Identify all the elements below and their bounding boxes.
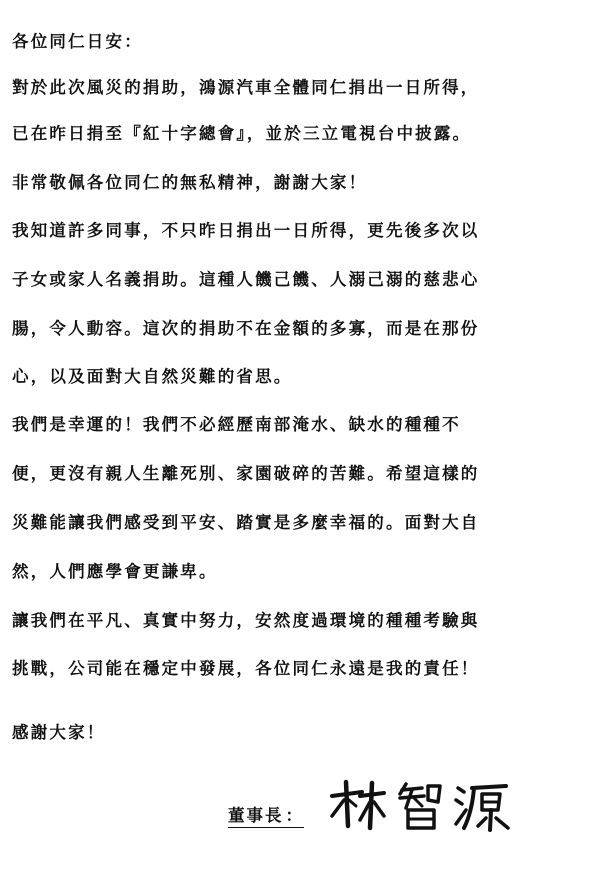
body-line-3: 非常敬佩各位同仁的無私精神，謝謝大家！ bbox=[12, 173, 368, 192]
body-line-6: 腸，令人動容。這次的捐助不在金額的多寡，而是在那份 bbox=[12, 319, 480, 338]
body-line-8: 我們是幸運的！我們不必經歷南部淹水、缺水的種種不 bbox=[12, 415, 461, 434]
body-line-5: 子女或家人名義捐助。這種人饑己饑、人溺己溺的慈悲心 bbox=[12, 270, 480, 289]
body-line-13: 挑戰，公司能在穩定中發展，各位同仁永遠是我的責任！ bbox=[12, 659, 480, 678]
body-line-10: 災難能讓我們感受到平安、踏實是多麼幸福的。面對大自 bbox=[12, 513, 480, 532]
signature-title-text: 董事長 bbox=[228, 806, 284, 825]
body-line-4: 我知道許多同事，不只昨日捐出一日所得，更先後多次以 bbox=[12, 221, 480, 240]
body-line-1: 對於此次風災的捐助，鴻源汽車全體同仁捐出一日所得， bbox=[12, 78, 480, 97]
signature-block bbox=[228, 776, 568, 836]
greeting-line: 各位同仁日安： bbox=[12, 32, 143, 51]
body-line-9: 便，更沒有親人生離死別、家園破碎的苦難。希望這樣的 bbox=[12, 464, 480, 483]
body-line-12: 讓我們在平凡、真實中努力，安然度過環境的種種考驗與 bbox=[12, 611, 480, 630]
body-line-7: 心，以及面對大自然災難的省思。 bbox=[12, 367, 293, 386]
body-line-11: 然，人們應學會更謙卑。 bbox=[12, 562, 218, 581]
signature-title bbox=[228, 806, 304, 828]
body-line-2: 已在昨日捐至『紅十字總會』，並於三立電視台中披露。 bbox=[12, 124, 472, 143]
closing-line: 感謝大家！ bbox=[12, 723, 106, 742]
handwritten-signature bbox=[326, 778, 526, 834]
signature-colon: ： bbox=[285, 806, 304, 825]
